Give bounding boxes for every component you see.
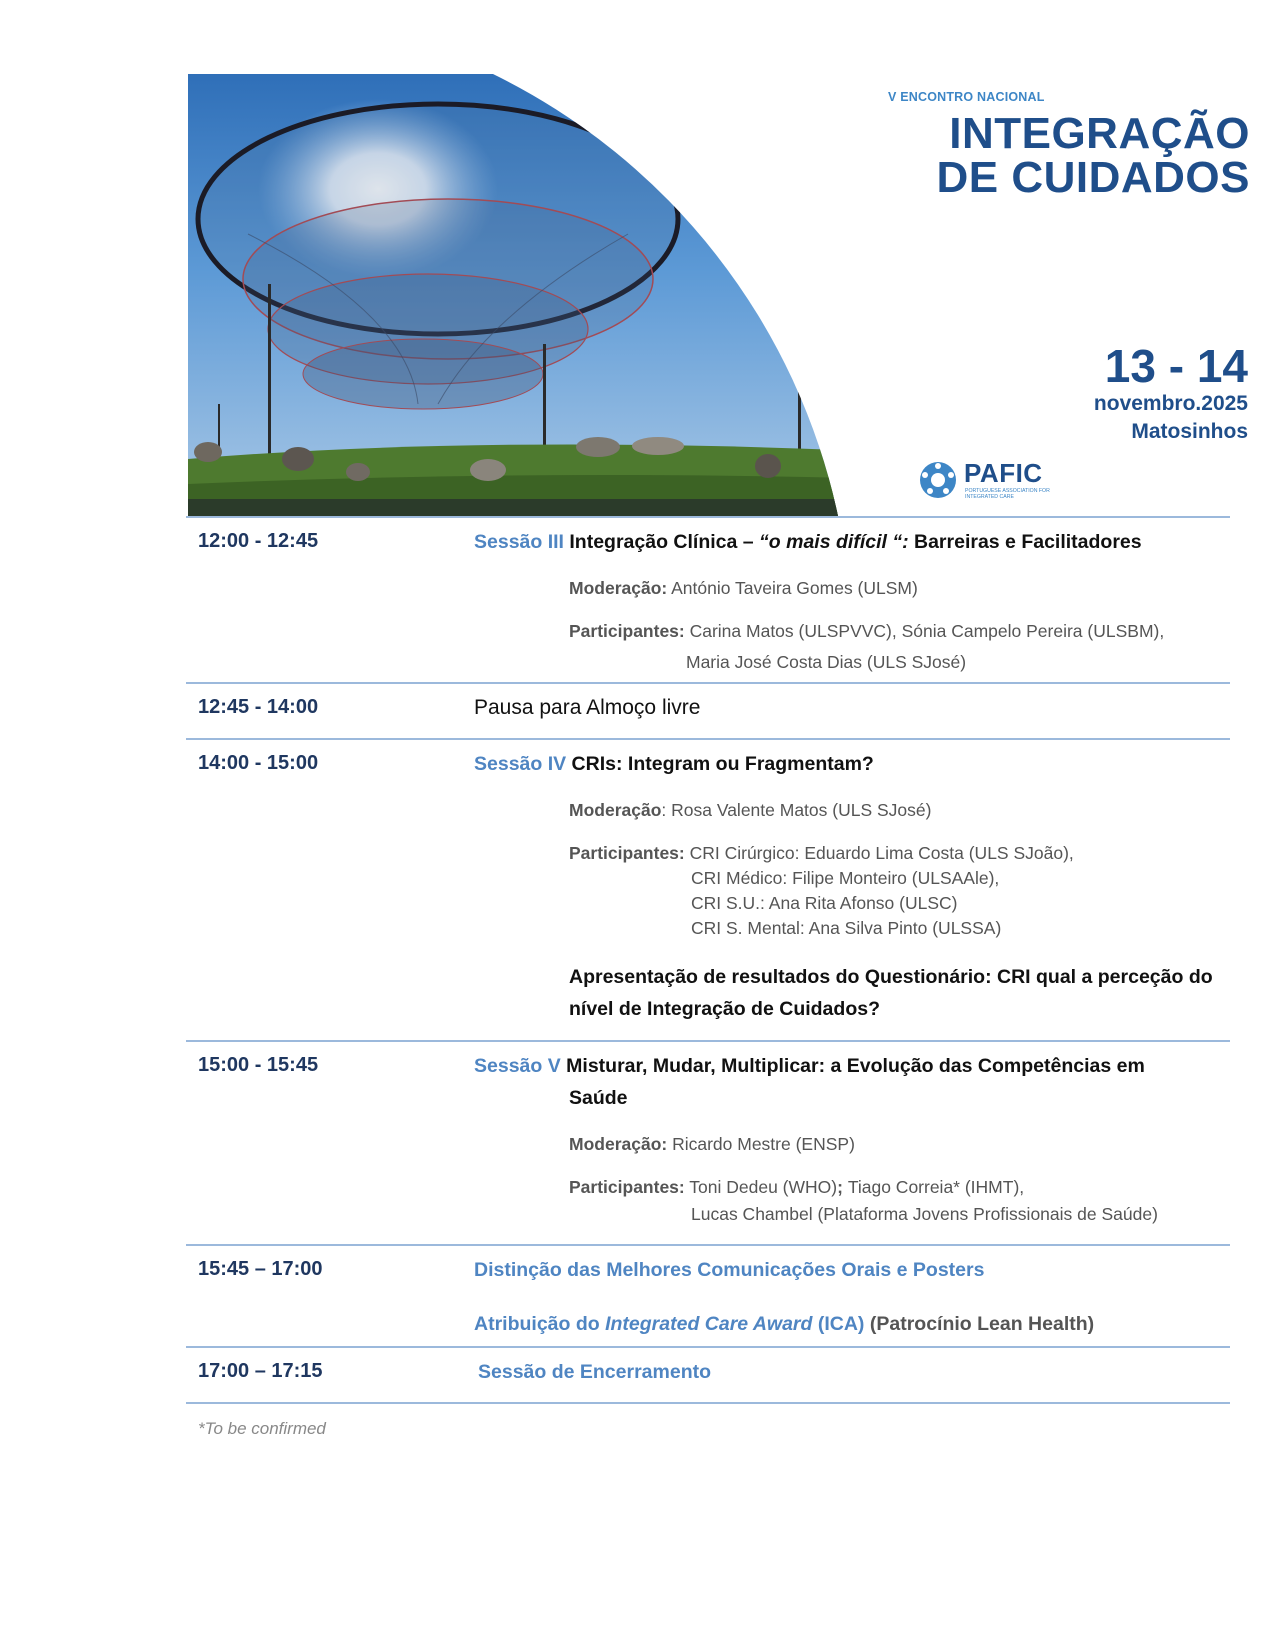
event-kicker: V ENCONTRO NACIONAL: [888, 90, 1045, 104]
award-text: Atribuição do: [474, 1313, 606, 1335]
participants: [569, 841, 1230, 941]
slot-content: [474, 518, 1230, 685]
time-slot: 12:00 - 12:45: [198, 530, 319, 552]
closing-session: Sessão de Encerramento: [478, 1361, 712, 1383]
pafic-name: PAFIC: [964, 458, 1043, 488]
event-dates: 13 - 14: [1104, 340, 1248, 392]
participants-label: Participantes:: [569, 843, 685, 863]
session-title-italic: “o mais difícil “:: [759, 531, 909, 553]
time-slot: 14:00 - 15:00: [198, 752, 319, 774]
event-title: [748, 109, 1250, 202]
session-label: Sessão III: [474, 531, 564, 553]
participants-label: Participantes:: [569, 621, 685, 641]
slot-content: [474, 1348, 1230, 1398]
slot-content: [474, 740, 1230, 1035]
participant-line: Lucas Chambel (Plataforma Jovens Profissionais de Saúde): [691, 1204, 1158, 1224]
schedule-row: [186, 738, 1230, 1040]
session-title: [474, 526, 1230, 558]
moderation-label: Moderação:: [569, 578, 668, 598]
time-slot: 15:00 - 15:45: [198, 1054, 319, 1076]
participant-line: CRI Médico: Filipe Monteiro (ULSAAle),: [691, 868, 1000, 888]
brand-block: [188, 74, 1250, 516]
schedule-row: [186, 1244, 1230, 1346]
event-banner: [188, 74, 1250, 516]
participant-line: Carina Matos (ULSPVVC), Sónia Campelo Pereira (ULSBM),: [684, 621, 1165, 641]
footnote: *To be confirmed: [198, 1419, 326, 1438]
award-abbrev: (ICA): [812, 1313, 865, 1335]
slot-content: [474, 1246, 1230, 1350]
survey-presentation: Apresentação de resultados do Questionário: CRI qual a perceção do nível de Integração de Cuidados?: [569, 966, 1213, 1020]
award-sponsor: (Patrocínio Lean Health): [864, 1313, 1095, 1335]
participant-line: Maria José Costa Dias (ULS SJosé): [686, 652, 967, 672]
session-title-text: Integração Clínica –: [563, 531, 760, 553]
break-title: Pausa para Almoço livre: [474, 696, 701, 719]
event-title-line1: INTEGRAÇÃO: [949, 109, 1250, 158]
moderator: : Rosa Valente Matos (ULS SJosé): [661, 800, 932, 820]
session-title-text: CRIs: Integram ou Fragmentam?: [566, 753, 874, 775]
pafic-logo: [918, 458, 1058, 504]
event-city: Matosinhos: [1131, 420, 1248, 443]
moderator: Ricardo Mestre (ENSP): [667, 1134, 855, 1154]
participant-line: Toni Dedeu (WHO): [684, 1177, 838, 1197]
schedule-row: [186, 1346, 1230, 1404]
moderation: [569, 576, 1230, 601]
schedule-row: [186, 682, 1230, 738]
session-title: [474, 748, 1230, 780]
schedule-row: [186, 516, 1230, 682]
time-slot: 15:45 – 17:00: [198, 1258, 323, 1280]
session-title-text: Barreiras e Facilitadores: [908, 531, 1142, 553]
moderation-label: Moderação:: [569, 1134, 668, 1154]
awards-line: Distinção das Melhores Comunicações Orais e Posters: [474, 1259, 985, 1281]
moderator: António Taveira Gomes (ULSM): [667, 578, 918, 598]
slot-content: [474, 1042, 1230, 1237]
pafic-subtitle: PORTUGUESE ASSOCIATION FOR INTEGRATED CARE: [965, 488, 1050, 500]
session-label: Sessão V: [474, 1055, 561, 1077]
event-month: novembro.2025: [1093, 392, 1248, 415]
time-slot: 12:45 - 14:00: [198, 696, 319, 718]
participants: [569, 619, 1230, 675]
session-title-text: Misturar, Mudar, Multiplicar: a Evolução das Competências em: [560, 1055, 1145, 1077]
participant-line: CRI S. Mental: Ana Silva Pinto (ULSSA): [691, 918, 1002, 938]
participant-line: CRI S.U.: Ana Rita Afonso (ULSC): [691, 893, 958, 913]
schedule-row: [186, 1040, 1230, 1244]
moderation: [569, 798, 1230, 823]
session-label: Sessão IV: [474, 753, 567, 775]
moderation-label: Moderação: [569, 800, 662, 820]
time-slot: 17:00 – 17:15: [198, 1360, 323, 1382]
pafic-emblem-icon: [918, 460, 958, 500]
session-title-text: Saúde: [569, 1087, 628, 1109]
separator: ;: [837, 1177, 848, 1197]
event-title-line2: DE CUIDADOS: [936, 153, 1250, 202]
participant-line: CRI Cirúrgico: Eduardo Lima Costa (ULS SJoão),: [684, 843, 1074, 863]
participant-line: Tiago Correia* (IHMT),: [847, 1177, 1025, 1197]
participants-label: Participantes:: [569, 1177, 685, 1197]
slot-content: [474, 684, 1230, 734]
participants: [569, 1175, 1230, 1227]
moderation: [569, 1132, 1230, 1157]
session-title: [474, 1050, 1230, 1114]
programme-schedule: [186, 516, 1230, 1404]
award-name: Integrated Care Award: [605, 1313, 813, 1335]
award-ica-line: [474, 1308, 1230, 1340]
